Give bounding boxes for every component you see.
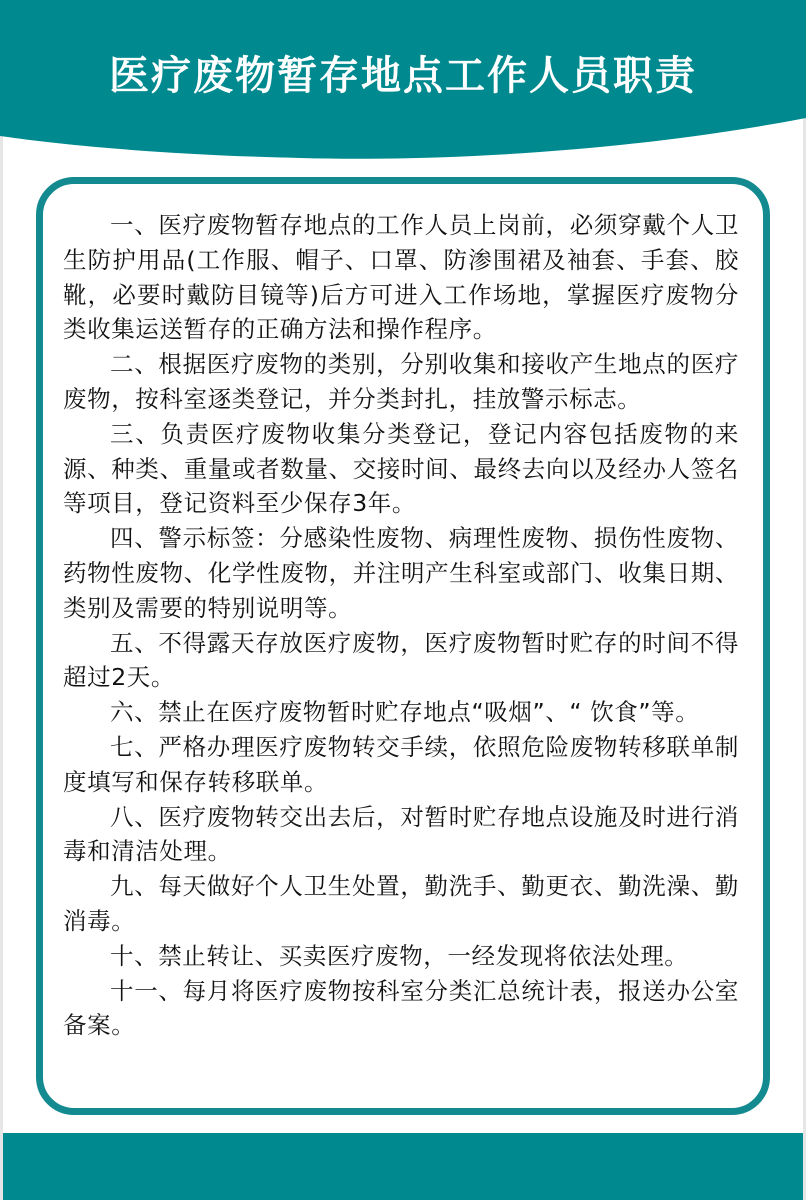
duty-item-9: 九、每天做好个人卫生处置，勤洗手、勤更衣、勤洗澡、勤消毒。	[63, 872, 739, 935]
duty-item-8: 八、医疗废物转交出去后，对暂时贮存地点设施及时进行消毒和清洁处理。	[63, 802, 739, 866]
duty-item-7: 七、严格办理医疗废物转交手续，依照危险废物转移联单制度填写和保存转移联单。	[63, 732, 739, 796]
duty-item-5: 五、不得露天存放医疗废物，医疗废物暂时贮存的时间不得超过2天。	[63, 628, 739, 692]
duties-list	[63, 208, 739, 1043]
duty-item-1: 一、医疗废物暂存地点的工作人员上岗前，必须穿戴个人卫生防护用品(工作服、帽子、口罩、防渗围裙及袖套、手套、胶靴，必要时戴防目镜等)后方可进入工作场地，掌握医疗废物分类收集运送暂存的正确方法和操作程序。	[63, 211, 739, 344]
header-banner	[0, 0, 806, 170]
duty-item-2: 二、根据医疗废物的类别，分别收集和接收产生地点的医疗废物，按科室逐类登记，并分类封扎，挂放警示标志。	[63, 350, 739, 413]
duty-item-11: 十一、每月将医疗废物按科室分类汇总统计表，报送办公室备案。	[63, 976, 739, 1040]
duty-item-6: 六、禁止在医疗废物暂时贮存地点“吸烟”、“ 饮食”等。	[110, 698, 700, 727]
footer-band	[3, 1133, 803, 1200]
duty-item-3: 三、负责医疗废物收集分类登记，登记内容包括废物的来源、种类、重量或者数量、交接时间、最终去向以及经办人签名等项目，登记资料至少保存3年。	[63, 419, 739, 518]
duty-item-10: 十、禁止转让、买卖医疗废物，一经发现将依法处理。	[110, 941, 689, 970]
duty-item-4: 四、警示标签：分感染性废物、病理性废物、损伤性废物、药物性废物、化学性废物，并注明产生科室或部门、收集日期、类别及需要的特别说明等。	[63, 524, 739, 622]
page-title: 医疗废物暂存地点工作人员职责	[109, 53, 697, 99]
duties-panel	[36, 177, 770, 1115]
